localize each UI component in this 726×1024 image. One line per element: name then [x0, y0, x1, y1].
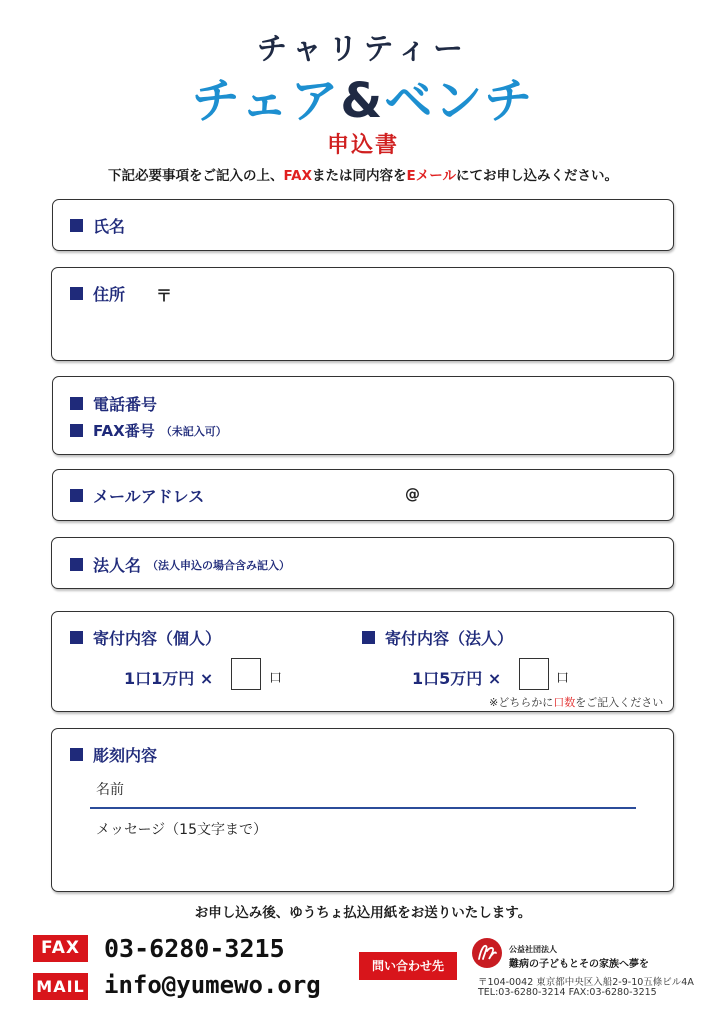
title-main — [0, 62, 726, 131]
donation-note: ※どちらかに口数をご記入ください — [489, 696, 664, 709]
corporate-rate: 1口5万円 × — [412, 669, 502, 688]
bullet-square-icon — [70, 424, 83, 437]
individual-unit: 口 — [269, 671, 283, 686]
intro-fax: FAX — [283, 168, 313, 184]
bullet-square-icon — [70, 219, 83, 232]
organization-name: 難病の子どもとその家族へ夢を — [509, 959, 649, 970]
bullet-square-icon — [70, 489, 83, 502]
engraving-name-label: 名前 — [96, 782, 124, 798]
intro-text — [0, 164, 726, 184]
fax-label: FAX番号 （未記入可） — [70, 420, 227, 441]
address-field[interactable] — [51, 267, 674, 361]
fax-number: 03-6280-3215 — [104, 934, 285, 963]
individual-units-input[interactable] — [231, 658, 261, 690]
bullet-square-icon — [70, 287, 83, 300]
intro-email: Eメール — [406, 168, 456, 184]
individual-rate: 1口1万円 × — [124, 669, 214, 688]
mail-address[interactable]: info@yumewo.org — [104, 971, 321, 999]
form-title: 申込書 — [326, 133, 399, 158]
intro-part1: 下記必要事項をご記入の上、 — [108, 168, 284, 184]
corporate-unit: 口 — [556, 671, 570, 686]
phone-field[interactable] — [52, 376, 674, 455]
donation-corporate-label: 寄付内容（法人） — [362, 626, 513, 649]
name-label: 氏名 — [70, 214, 125, 237]
title-charity: チャリティー — [256, 32, 470, 67]
name-field[interactable] — [52, 199, 674, 251]
bullet-square-icon — [70, 558, 83, 571]
at-mark: @ — [405, 485, 420, 503]
inquiry-label: 問い合わせ先 — [359, 952, 457, 980]
bullet-square-icon — [70, 748, 83, 761]
footer-note: お申し込み後、ゆうちょ払込用紙をお送りいたします。 — [194, 905, 532, 921]
mail-tag: MAIL — [33, 973, 88, 1000]
postal-mark: 〒 — [156, 286, 173, 305]
corporate-units-input[interactable] — [519, 658, 549, 690]
bullet-square-icon — [362, 631, 375, 644]
engraving-message-label: メッセージ（15文字まで） — [96, 822, 267, 838]
bullet-square-icon — [70, 631, 83, 644]
organization-logo — [470, 937, 504, 969]
title-main-amp: & — [340, 73, 385, 129]
donation-individual-label: 寄付内容（個人） — [70, 626, 221, 649]
engraving-label: 彫刻内容 — [70, 743, 157, 766]
intro-part3: にてお申し込みください。 — [455, 168, 618, 184]
engraving-name-input[interactable] — [90, 807, 636, 809]
organization-type: 公益社団法人 — [509, 945, 557, 954]
organization-tel-fax: TEL:03-6280-3214 FAX:03-6280-3215 — [478, 987, 657, 998]
organization-address: 〒104-0042 東京都中央区入船2-9-10五條ビル4A — [478, 977, 694, 988]
address-label: 住所 — [70, 282, 125, 305]
bullet-square-icon — [70, 397, 83, 410]
title-main-right: ベンチ — [384, 73, 535, 129]
email-label: メールアドレス — [70, 484, 204, 507]
title-main-left: チェア — [191, 73, 341, 129]
corporate-label: 法人名 （法人申込の場合含み記入） — [70, 553, 290, 576]
fax-tag: FAX — [33, 935, 88, 962]
phone-label: 電話番号 — [70, 392, 157, 415]
intro-part2: または同内容を — [312, 168, 407, 184]
heart-logo-icon — [470, 937, 504, 969]
